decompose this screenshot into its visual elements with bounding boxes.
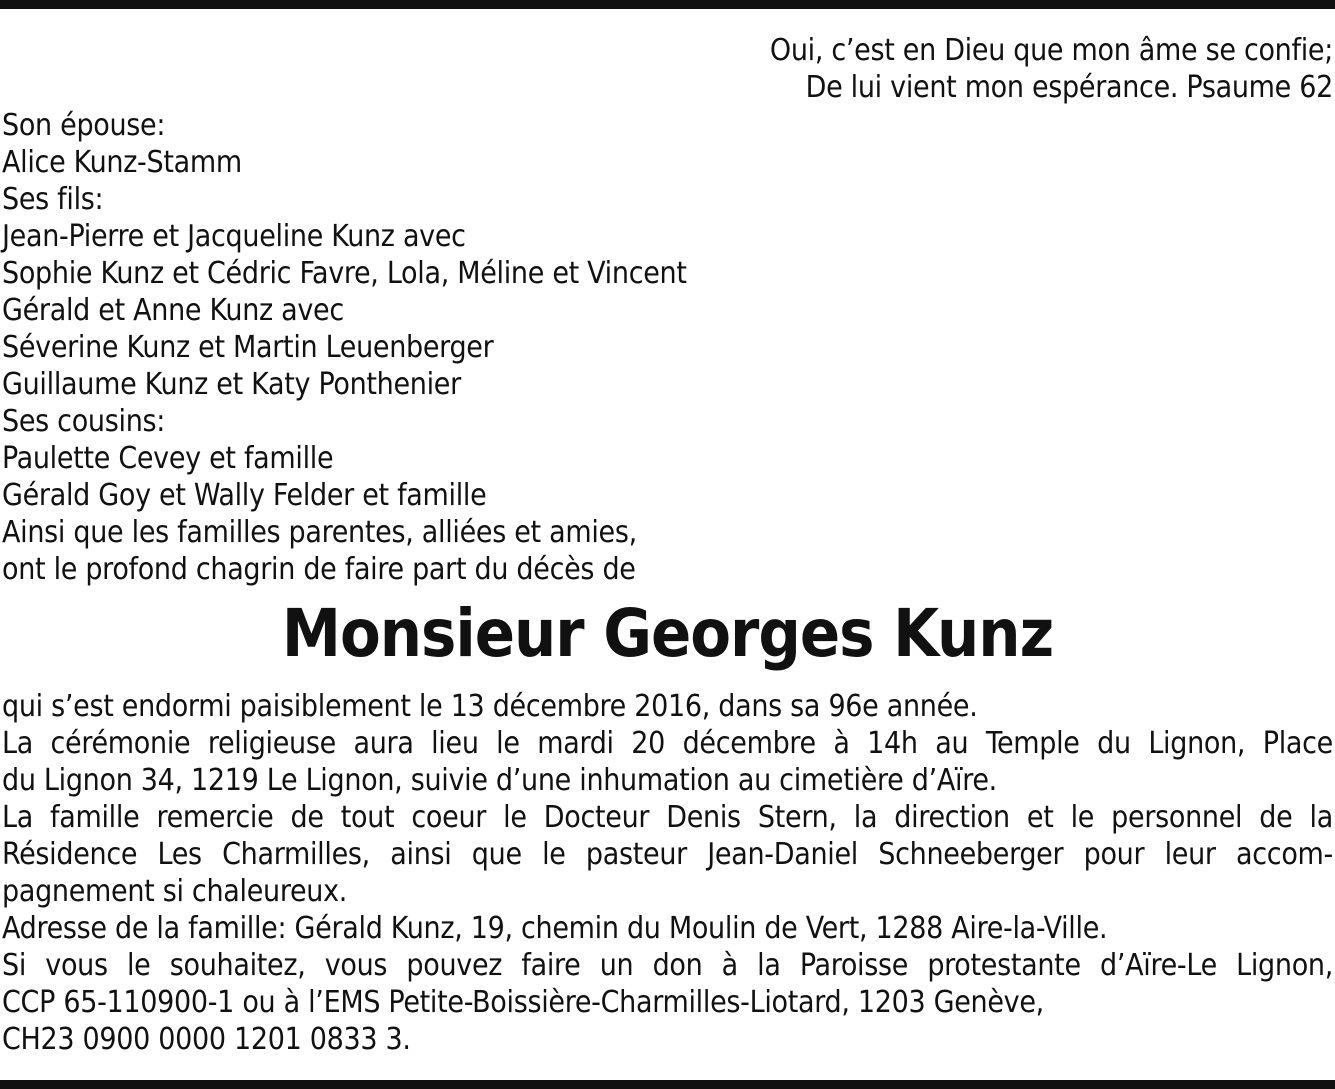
family-line: Guillaume Kunz et Katy Ponthenier — [2, 367, 461, 402]
details-line: Si vous le souhaitez, vous pouvez faire un don à la Paroisse protestante d’Aïre-Le Lignon, — [2, 948, 1333, 983]
details-line: Résidence Les Charmilles, ainsi que le pasteur Jean-Daniel Schneeberger pour leur accom- — [2, 837, 1333, 872]
family-line: Ses cousins: — [2, 404, 166, 439]
details-line: CH23 0900 0000 1201 0833 3. — [2, 1022, 411, 1057]
obituary-details — [2, 688, 1333, 1058]
details-line: pagnement si chaleureux. — [2, 874, 348, 909]
family-line: Son épouse: — [2, 108, 166, 143]
family-line: Sophie Kunz et Cédric Favre, Lola, Méline et Vincent — [2, 256, 687, 291]
family-line: Jean-Pierre et Jacqueline Kunz avec — [2, 219, 466, 254]
family-line: Alice Kunz-Stamm — [2, 145, 242, 180]
verse-line: Oui, c’est en Dieu que mon âme se confie; — [769, 33, 1333, 68]
bible-verse — [433, 32, 1333, 106]
family-line: ont le profond chagrin de faire part du décès de — [2, 552, 636, 587]
details-line: Adresse de la famille: Gérald Kunz, 19, chemin du Moulin de Vert, 1288 Aire-la-Ville. — [2, 911, 1108, 946]
family-line: Ainsi que les familles parentes, alliées et amies, — [2, 515, 637, 550]
deceased-name: Monsieur Georges Kunz — [281, 595, 1054, 672]
top-border-rule — [0, 0, 1335, 9]
family-line: Ses fils: — [2, 182, 104, 217]
family-line: Séverine Kunz et Martin Leuenberger — [2, 330, 494, 365]
family-line: Gérald et Anne Kunz avec — [2, 293, 344, 328]
details-line: CCP 65-110900-1 ou à l’EMS Petite-Boissière-Charmilles-Liotard, 1203 Genève, — [2, 985, 1044, 1020]
details-line: du Lignon 34, 1219 Le Lignon, suivie d’une inhumation au cimetière d’Aïre. — [2, 763, 997, 798]
details-line: qui s’est endormi paisiblement le 13 décembre 2016, dans sa 96e année. — [2, 689, 978, 724]
family-list — [2, 107, 1002, 588]
family-line: Gérald Goy et Wally Felder et famille — [2, 478, 487, 513]
details-line: La cérémonie religieuse aura lieu le mardi 20 décembre à 14h au Temple du Lignon, Place — [2, 726, 1333, 761]
bottom-border-rule — [0, 1080, 1335, 1089]
verse-line: De lui vient mon espérance. Psaume 62 — [805, 70, 1333, 105]
family-line: Paulette Cevey et famille — [2, 441, 334, 476]
details-line: La famille remercie de tout coeur le Docteur Denis Stern, la direction et le personnel de la — [2, 800, 1333, 835]
